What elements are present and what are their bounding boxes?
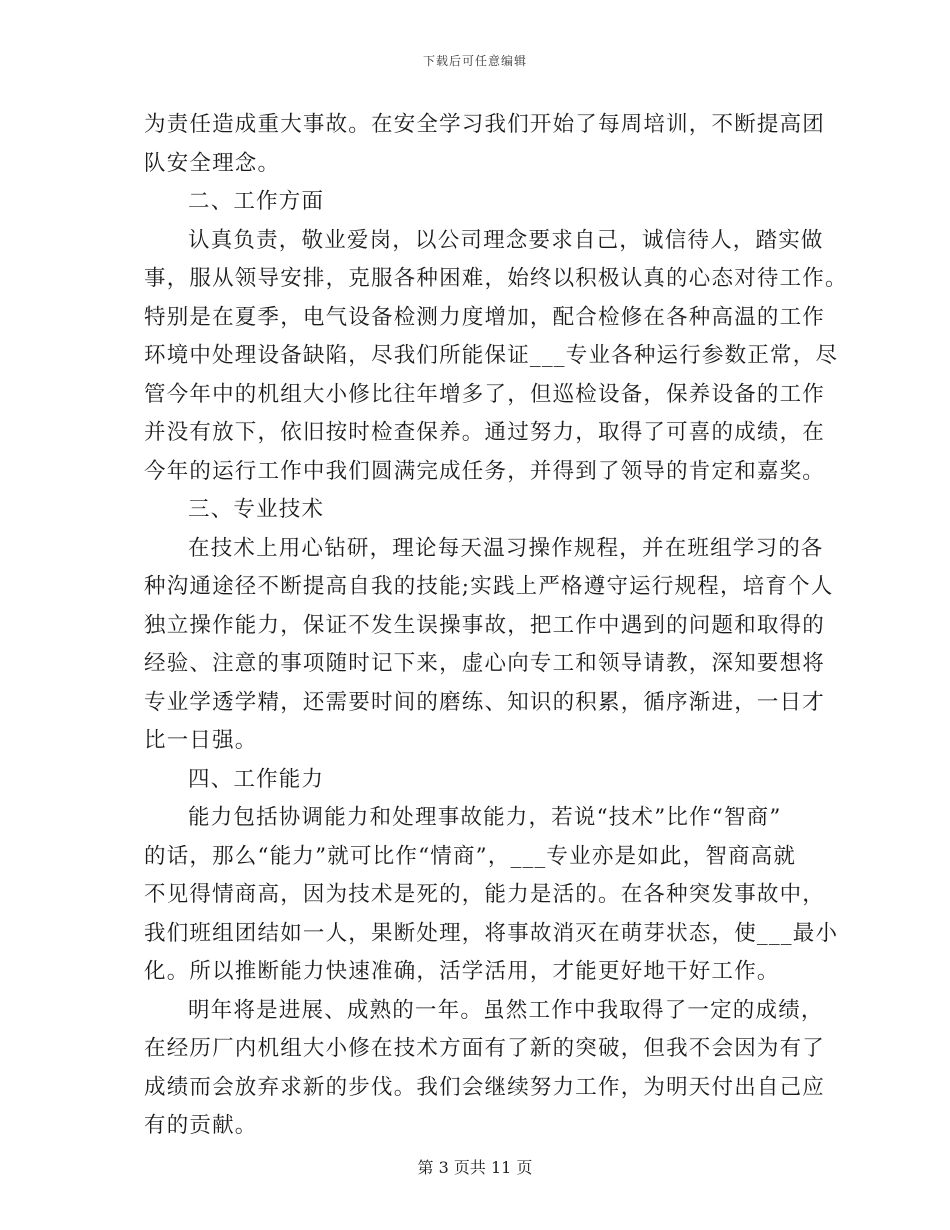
text-line: 二、工作方面 <box>188 189 325 214</box>
text-line: 四、工作能力 <box>188 766 325 792</box>
text-line: 特别是在夏季，电气设备检测力度增加，配合检修在各种高温的工作 <box>144 304 826 330</box>
text-line: 独立操作能力，保证不发生误操事故，把工作中遇到的问题和取得的 <box>144 612 826 638</box>
text-line: 比一日强。 <box>144 728 258 753</box>
text-line: 我们班组团结如一人，果断处理，将事故消灭在萌芽状态，使___最小 <box>144 920 839 946</box>
text-line: 明年将是进展、成熟的一年。虽然工作中我取得了一定的成绩， <box>188 997 824 1023</box>
page-header: 下载后可任意编辑 <box>422 54 527 68</box>
text-line: 经验、注意的事项随时记下来，虚心向专工和领导请教，深知要想将 <box>144 651 826 676</box>
text-line: 有的贡献。 <box>144 1113 258 1138</box>
text-line: 队安全理念。 <box>144 150 281 176</box>
text-line: 环境中处理设备缺陷，尽我们所能保证___专业各种运行参数正常，尽 <box>144 343 839 368</box>
text-line: 能力包括协调能力和处理事故能力，若说“技术”比作“智商” <box>188 805 782 830</box>
page-footer: 第 3 页共 11 页 <box>417 1158 533 1177</box>
text-line: 专业学透学精，还需要时间的磨练、知识的积累，循序渐进，一日才 <box>144 689 826 715</box>
text-line: 在技术上用心钻研，理论每天温习操作规程，并在班组学习的各 <box>188 535 824 561</box>
text-line: 认真负责，敬业爱岗，以公司理念要求自己，诚信待人，踏实做 <box>188 227 824 253</box>
text-line: 不见得情商高，因为技术是死的，能力是活的。在各种突发事故中， <box>144 882 826 907</box>
text-line: 今年的运行工作中我们圆满完成任务，并得到了领导的肯定和嘉奖。 <box>144 458 826 484</box>
text-line: 为责任造成重大事故。在安全学习我们开始了每周培训，不断提高团 <box>144 112 826 137</box>
text-line: 种沟通途径不断提高自我的技能;实践上严格遵守运行规程，培育个人 <box>144 574 834 599</box>
text-line: 事，服从领导安排，克服各种困难，始终以积极认真的心态对待工作。 <box>144 266 848 291</box>
text-line: 管今年中的机组大小修比往年增多了，但巡检设备，保养设备的工作 <box>144 381 826 407</box>
text-line: 三、专业技术 <box>188 497 325 522</box>
text-line: 成绩而会放弃求新的步伐。我们会继续努力工作，为明天付出自己应 <box>144 1074 826 1100</box>
text-line: 的话，那么“能力”就可比作“情商”，___专业亦是如此，智商高就 <box>144 843 797 869</box>
text-line: 化。所以推断能力快速准确，活学活用，才能更好地干好工作。 <box>144 959 780 984</box>
document-body <box>144 106 848 1146</box>
text-line: 并没有放下，依旧按时检查保养。通过努力，取得了可喜的成绩，在 <box>144 420 826 445</box>
text-line: 在经历厂内机组大小修在技术方面有了新的突破，但我不会因为有了 <box>144 1036 826 1061</box>
